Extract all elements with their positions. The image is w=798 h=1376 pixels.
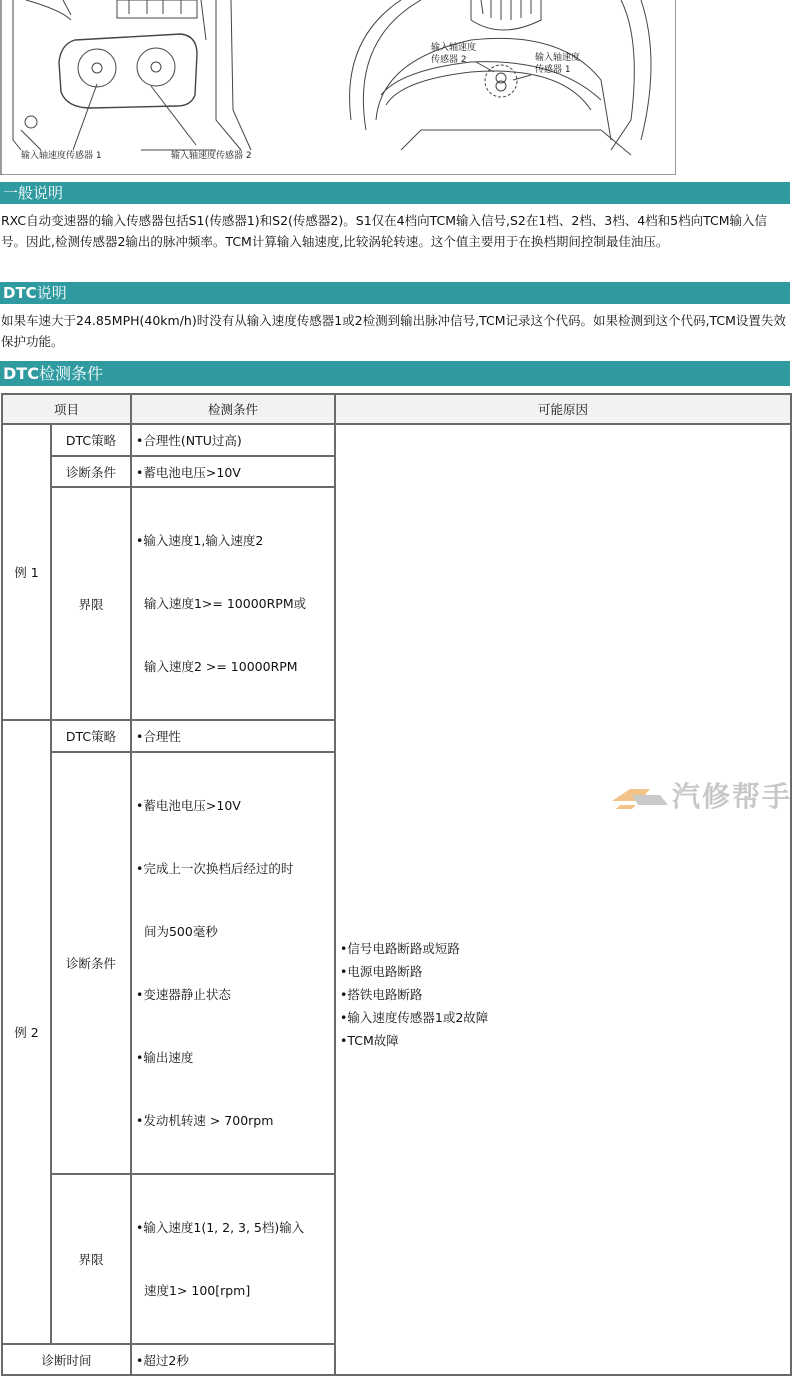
section-dtc-desc-title <box>0 282 790 304</box>
case1-limit-value <box>131 487 335 720</box>
section-general-title <box>0 182 790 204</box>
case2-diag-line: •输出速度 <box>136 1050 194 1065</box>
figure-frame <box>0 0 676 175</box>
figure-callout-sensor-2-line2: 传感器 2 <box>431 55 467 65</box>
dtc-description: 如果车速大于24.85MPH(40km/h)时没有从输入速度传感器1或2检测到输出脉冲信号,TCM记录这个代码。如果检测到这个代码,TCM设置失效保护功能。 <box>1 313 786 349</box>
case2-diag-line: 间为500毫秒 <box>136 924 218 939</box>
case2-limit-value <box>131 1174 335 1344</box>
section-dtc-cond-title-bold: DTC <box>3 364 39 383</box>
watermark <box>610 778 792 812</box>
possible-causes-list <box>340 934 786 1055</box>
possible-causes-cell <box>335 424 791 1375</box>
dtc-condition-table <box>1 393 792 1376</box>
list-item: •输入速度传感器1或2故障 <box>340 1010 489 1025</box>
case1-diag-label: 诊断条件 <box>51 456 131 487</box>
case1-diag-value: •蓄电池电压>10V <box>131 456 335 487</box>
section-dtc-cond-title-rest: 检测条件 <box>38 364 103 383</box>
case1-strategy-value: •合理性(NTU过高) <box>131 424 335 456</box>
case2-strategy-value: •合理性 <box>131 720 335 752</box>
case2-limit-line: •输入速度1(1, 2, 3, 5档)输入 <box>136 1220 305 1235</box>
table-row <box>2 424 791 456</box>
figure-label-sensor-2: 输入轴速度传感器 2 <box>171 151 252 161</box>
header-item: 项目 <box>2 394 131 424</box>
sensor-diagram <box>1 0 677 175</box>
figure-area <box>0 0 798 182</box>
figure-callout-sensor-1-line2: 传感器 1 <box>535 65 571 75</box>
section-general-title-text: 一般说明 <box>3 184 64 202</box>
case2-limit-line: 速度1> 100[rpm] <box>136 1283 251 1298</box>
list-item: •电源电路断路 <box>340 964 423 979</box>
case2-strategy-label: DTC策略 <box>51 720 131 752</box>
general-description: RXC自动变速器的输入传感器包括S1(传感器1)和S2(传感器2)。S1仅在4档向TCM输入信号,S2在1档、2档、3档、4档和5档向TCM输入信号。因此,检测传感器2输出的脉冲频率。TCM计算输入轴速度,比较涡轮转速。这个值主要用于在换档期间控制最佳油压。 <box>1 213 768 249</box>
list-item: •搭铁电路断路 <box>340 987 423 1002</box>
case2-limit-label: 界限 <box>51 1174 131 1344</box>
case1-label: 例 1 <box>2 424 51 720</box>
list-item: •TCM故障 <box>340 1033 399 1048</box>
section-dtc-desc-title-bold: DTC <box>3 284 37 302</box>
section-dtc-desc-title-rest: 说明 <box>36 284 67 302</box>
case1-limit-label: 界限 <box>51 487 131 720</box>
header-cause: 可能原因 <box>335 394 791 424</box>
case2-diag-label: 诊断条件 <box>51 752 131 1174</box>
diag-time-value: •超过2秒 <box>131 1344 335 1375</box>
case2-diag-line: •完成上一次换档后经过的时 <box>136 861 294 876</box>
case2-diag-value <box>131 752 335 1174</box>
figure-label-sensor-1: 输入轴速度传感器 1 <box>21 151 102 161</box>
case1-limit-line: •输入速度1,输入速度2 <box>136 533 264 548</box>
figure-callout-sensor-2-line1: 输入轴速度 <box>431 43 477 53</box>
table-header-row <box>2 394 791 424</box>
case1-strategy-label: DTC策略 <box>51 424 131 456</box>
case2-label: 例 2 <box>2 720 51 1344</box>
section-dtc-cond-title <box>0 361 790 386</box>
case2-diag-line: •发动机转速 > 700rpm <box>136 1113 274 1128</box>
case2-diag-line: •变速器静止状态 <box>136 987 231 1002</box>
header-condition: 检测条件 <box>131 394 335 424</box>
case2-diag-line: •蓄电池电压>10V <box>136 798 241 813</box>
case1-limit-line: 输入速度2 >= 10000RPM <box>136 659 298 674</box>
watermark-logo-icon <box>610 781 672 809</box>
diag-time-label: 诊断时间 <box>2 1344 131 1375</box>
case1-limit-line: 输入速度1>= 10000RPM或 <box>136 596 307 611</box>
figure-callout-sensor-1-line1: 输入轴速度 <box>535 53 581 63</box>
watermark-text: 汽修帮手 <box>671 780 792 813</box>
list-item: •信号电路断路或短路 <box>340 941 460 956</box>
